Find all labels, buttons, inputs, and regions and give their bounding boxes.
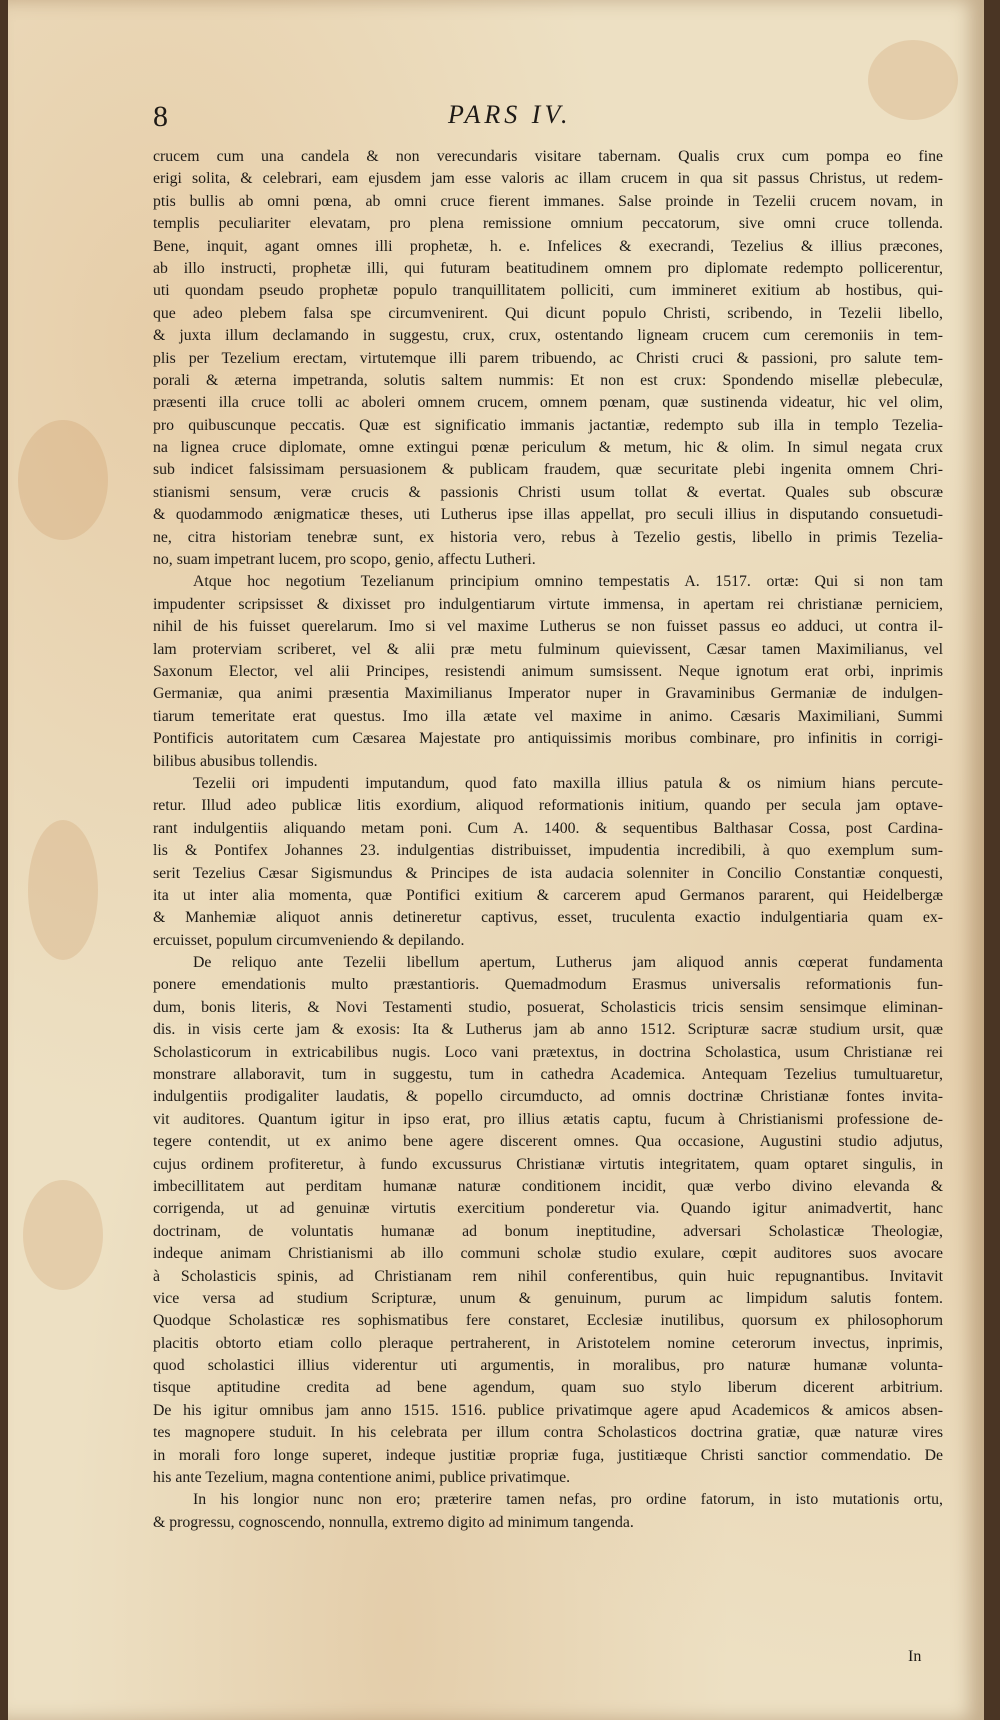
paragraph bbox=[153, 773, 943, 952]
text-line: dis. in visis certe jam & exosis: Ita & Lutherus jam ab anno 1512. Scripturæ sacræ studium ursit, quæ bbox=[153, 1021, 943, 1039]
paragraph bbox=[153, 571, 943, 773]
catchword: In bbox=[908, 1648, 922, 1665]
text-line: tes magnopere studuit. In his celebrata per illum contra Scholasticos doctrina gratiæ, quæ naturæ vires bbox=[153, 1424, 943, 1442]
text-line: ptis bullis ab omni pœna, ab omni cruce fierent immanes. Salse proinde in Tezelii crucem novam, in bbox=[153, 192, 943, 210]
text-line: & progressu, cognoscendo, nonnulla, extremo digito ad minimum tangenda. bbox=[153, 1513, 634, 1531]
page-number: 8 bbox=[153, 100, 168, 133]
text-line: Scholasticorum in extricabilibus nugis. Loco vani prætextus, in doctrina Scholastica, usum Christianæ rei bbox=[153, 1043, 943, 1061]
text-line: vice versa ad studium Scripturæ, unum & genuinum, purum ac limpidum salutis fontem. bbox=[153, 1289, 943, 1307]
text-line: De reliquo ante Tezelii libellum apertum, Lutherus jam aliquod annis cœperat fundamenta bbox=[193, 954, 943, 972]
text-line: Quodque Scholasticæ res sophismatibus fere constaret, Ecclesiæ inutilibus, quorsum ex philosophorum bbox=[153, 1312, 943, 1330]
text-line: doctrinam, de voluntatis humanæ ad bonum ineptitudine, adversari Scholasticæ Theologiæ, bbox=[153, 1222, 943, 1240]
text-line: tiarum temeritate erat questus. Imo illa ætate vel maxime in animo. Cæsaris Maximiliani, Summi bbox=[153, 707, 943, 725]
text-line: monstrare allaboravit, tum in suggestu, tum in cathedra Academica. Antequam Tezelius tumultuaretur, bbox=[153, 1066, 943, 1084]
text-line: templis peculiariter elevatam, pro plena remissione omnium peccatorum, sive omni cruce tollenda. bbox=[153, 215, 943, 233]
text-line: In his longior nunc non ero; præterire tamen nefas, pro ordine fatorum, in isto mutationis ortu, bbox=[193, 1491, 943, 1509]
text-line: ne, citra historiam tenebræ sunt, ex historia vero, rebus à Tezelio gestis, libello in primis Tezelia- bbox=[153, 528, 943, 546]
text-line: ercuisset, populum circumveniendo & depilando. bbox=[153, 931, 465, 949]
text-line: stianismi sensum, veræ crucis & passionis Christi usum tollat & evertat. Quales sub obscuræ bbox=[153, 483, 943, 501]
text-line: tisque aptitudine credita ad bene agendum, quam suo stylo liberum dicerent arbitrium. bbox=[153, 1379, 943, 1397]
text-line: lam proterviam scriberet, vel & alii præ metu fulminum quievissent, Cæsar tamen Maximilianus, vel bbox=[153, 640, 943, 658]
text-line: lis & Pontifex Johannes 23. indulgentias distribuisset, impudentia incredibili, à quo exemplum sum- bbox=[153, 842, 943, 860]
text-line: indulgentiis prodigaliter laudatis, & popello circumducto, ad omnis doctrinæ Christianæ fontes invita- bbox=[153, 1088, 943, 1106]
text-line: præsenti illa cruce tolli ac aboleri omnem crucem, omnem pœnam, quæ sustinenda videatur, hic vel olim, bbox=[153, 394, 943, 412]
running-head: PARS IV. bbox=[448, 100, 572, 129]
text-line: ita ut inter alia momenta, quæ Pontifici exitium & carcerem apud Germanos pararent, qui Heidelbergæ bbox=[153, 886, 943, 904]
text-line: & quodammodo ænigmaticæ theses, uti Lutherus ipse illas appellat, pro seculi illius in disputando consuetudi- bbox=[153, 506, 943, 524]
text-line: nihil de his fuisset querelarum. Imo si vel maxime Lutherus se non fuisset passus eo adduci, ut contra il- bbox=[153, 618, 943, 636]
text-line: ponere emendationis multo præstantioris. Quemadmodum Erasmus universalis reformationis fun- bbox=[153, 976, 943, 994]
text-line: Pontificis autoritatem cum Cæsarea Majestate pro antiquissimis moribus combinare, pro infinitis in corrigi- bbox=[153, 730, 943, 748]
stain bbox=[28, 820, 98, 960]
text-line: his ante Tezelium, magna contentione animi, publice privatimque. bbox=[153, 1469, 571, 1487]
text-line: impudenter scripsisset & dixisset pro indulgentiarum virtute immensa, in apertam rei christianæ perniciem, bbox=[153, 595, 943, 613]
text-line: placitis obtorto etiam collo pleraque pertraherent, in Aristotelem nomine ceterorum invectus, inprimis, bbox=[153, 1334, 943, 1352]
text-line: pro quibuscunque peccatis. Quæ est significatio immanis jactantiæ, redempto sub illa in templo Tezelia- bbox=[153, 416, 943, 434]
text-line: tegere contendit, ut ex animo bene agere discerent omnes. Qua occasione, Augustini studio adjutus, bbox=[153, 1133, 943, 1151]
text-line: retur. Illud adeo publicæ litis exordium, aliquod reformationis initium, quando per secula jam optave- bbox=[153, 797, 943, 815]
text-line: no, suam impetrant lucem, pro scopo, genio, affectu Lutheri. bbox=[153, 551, 536, 569]
text-line: que adeo plebem falsa spe circumvenirent. Qui dicunt populo Christi, scribendo, in Tezelii libello, bbox=[153, 304, 943, 322]
text-line: serit Tezelius Cæsar Sigismundus & Principes de ista audacia solenniter in Concilio Constantiæ conquesti, bbox=[153, 864, 943, 882]
text-line: dum, bonis literis, & Novi Testamenti studio, posuerat, Scholasticis tricis sensim sensimque eliminan- bbox=[153, 998, 943, 1016]
book-page bbox=[8, 0, 984, 1720]
paragraph bbox=[153, 1489, 943, 1534]
text-line: plis per Tezelium erectam, virtutemque illi parem tribuendo, ac Christi cruci & passioni, pro salute tem- bbox=[153, 349, 943, 367]
paragraph bbox=[153, 146, 943, 571]
text-line: & juxta illum declamando in suggestu, crux, crux, ostentando ligneam crucem cum ceremoniis in tem- bbox=[153, 327, 943, 345]
text-line: quod scholastici illius viderentur uti argumentis, in moralibus, pro naturæ humanæ volunta- bbox=[153, 1357, 943, 1375]
text-line: ab illo instructi, prophetæ illi, qui futuram beatitudinem omnem pro diplomate redempto pollicerentur, bbox=[153, 259, 943, 277]
text-line: vit auditores. Quantum igitur in ipso erat, pro illius ætatis captu, fucum à Christianismi professione de- bbox=[153, 1110, 943, 1128]
text-line: porali & æterna impetranda, solutis saltem nummis: Et non est crux: Spondendo misellæ plebeculæ, bbox=[153, 371, 943, 389]
text-line: erigi solita, & celebrari, eam ejusdem jam esse valoris ac illam crucem in qua sit passus Christus, ut redem- bbox=[153, 170, 943, 188]
text-line: na lignea cruce diplomate, omne extingui pœnæ periculum & metum, hic & olim. In simul negata crux bbox=[153, 439, 943, 457]
text-line: De his igitur omnibus jam anno 1515. 1516. publice privatimque agere apud Academicos & amicos absen- bbox=[153, 1401, 943, 1419]
text-line: uti quondam pseudo prophetæ populo tranquillitatem polliciti, cum immineret exitium ab hostibus, qui- bbox=[153, 282, 943, 300]
text-line: in morali foro longe superet, indeque justitiæ propriæ fuga, justitiæque Christi sanctior commendatio. De bbox=[153, 1446, 943, 1464]
text-line: crucem cum una candela & non verecundaris visitare tabernam. Qualis crux cum pompa eo fine bbox=[153, 148, 943, 165]
text-line: Germaniæ, qua animi præsentia Maximilianus Imperator nuper in Gravaminibus Germaniæ de indulgen- bbox=[153, 685, 943, 703]
text-line: Atque hoc negotium Tezelianum principium omnino tempestatis A. 1517. ortæ: Qui si non tam bbox=[193, 573, 943, 591]
text-line: sub indicet falsissimam persuasionem & publicam fraudem, quæ securitate plebi ingenita omnem Chri- bbox=[153, 461, 943, 479]
text-line: rant indulgentiis aliquando metam poni. Cum A. 1400. & sequentibus Balthasar Cossa, post Cardina- bbox=[153, 819, 943, 837]
text-line: imbecillitatem aut perditam humanæ naturæ conditionem incidit, quæ verbo divino elevanda & bbox=[153, 1177, 943, 1195]
paragraph bbox=[153, 952, 943, 1489]
text-line: Tezelii ori impudenti imputandum, quod fato maxilla illius patula & os nimium hians percute- bbox=[193, 774, 943, 792]
text-line: Bene, inquit, agant omnes illi prophetæ, h. e. Infelices & execrandi, Tezelius & illius præcones, bbox=[153, 237, 943, 255]
text-line: corrigenda, ut ad genuinæ virtutis exercitium ponderetur via. Quando igitur animadvertit, hanc bbox=[153, 1200, 943, 1218]
text-line: bilibus abusibus tollendis. bbox=[153, 752, 318, 770]
text-line: Saxonum Elector, vel alii Principes, resistendi animum sumsissent. Neque ignotum erat orbi, inprimis bbox=[153, 662, 943, 680]
text-line: cujus ordinem profiteretur, à fundo excussurus Christianæ virtutis integritatem, quam optaret singulis, in bbox=[153, 1155, 943, 1173]
text-line: & Manhemiæ aliquot annis detineretur captivus, esset, truculenta exactio indulgentiaria quam ex- bbox=[153, 909, 943, 927]
body-text bbox=[153, 146, 943, 1534]
text-line: à Scholasticis spinis, ad Christianam rem nihil conferentibus, quin huic repugnantibus. Invitavit bbox=[153, 1267, 943, 1285]
stain bbox=[23, 1180, 103, 1290]
stain bbox=[868, 40, 958, 120]
text-line: indeque animam Christianismi ab illo communi scholæ studio exulare, cœpit auditores suos avocare bbox=[153, 1245, 943, 1263]
stain bbox=[18, 420, 108, 540]
